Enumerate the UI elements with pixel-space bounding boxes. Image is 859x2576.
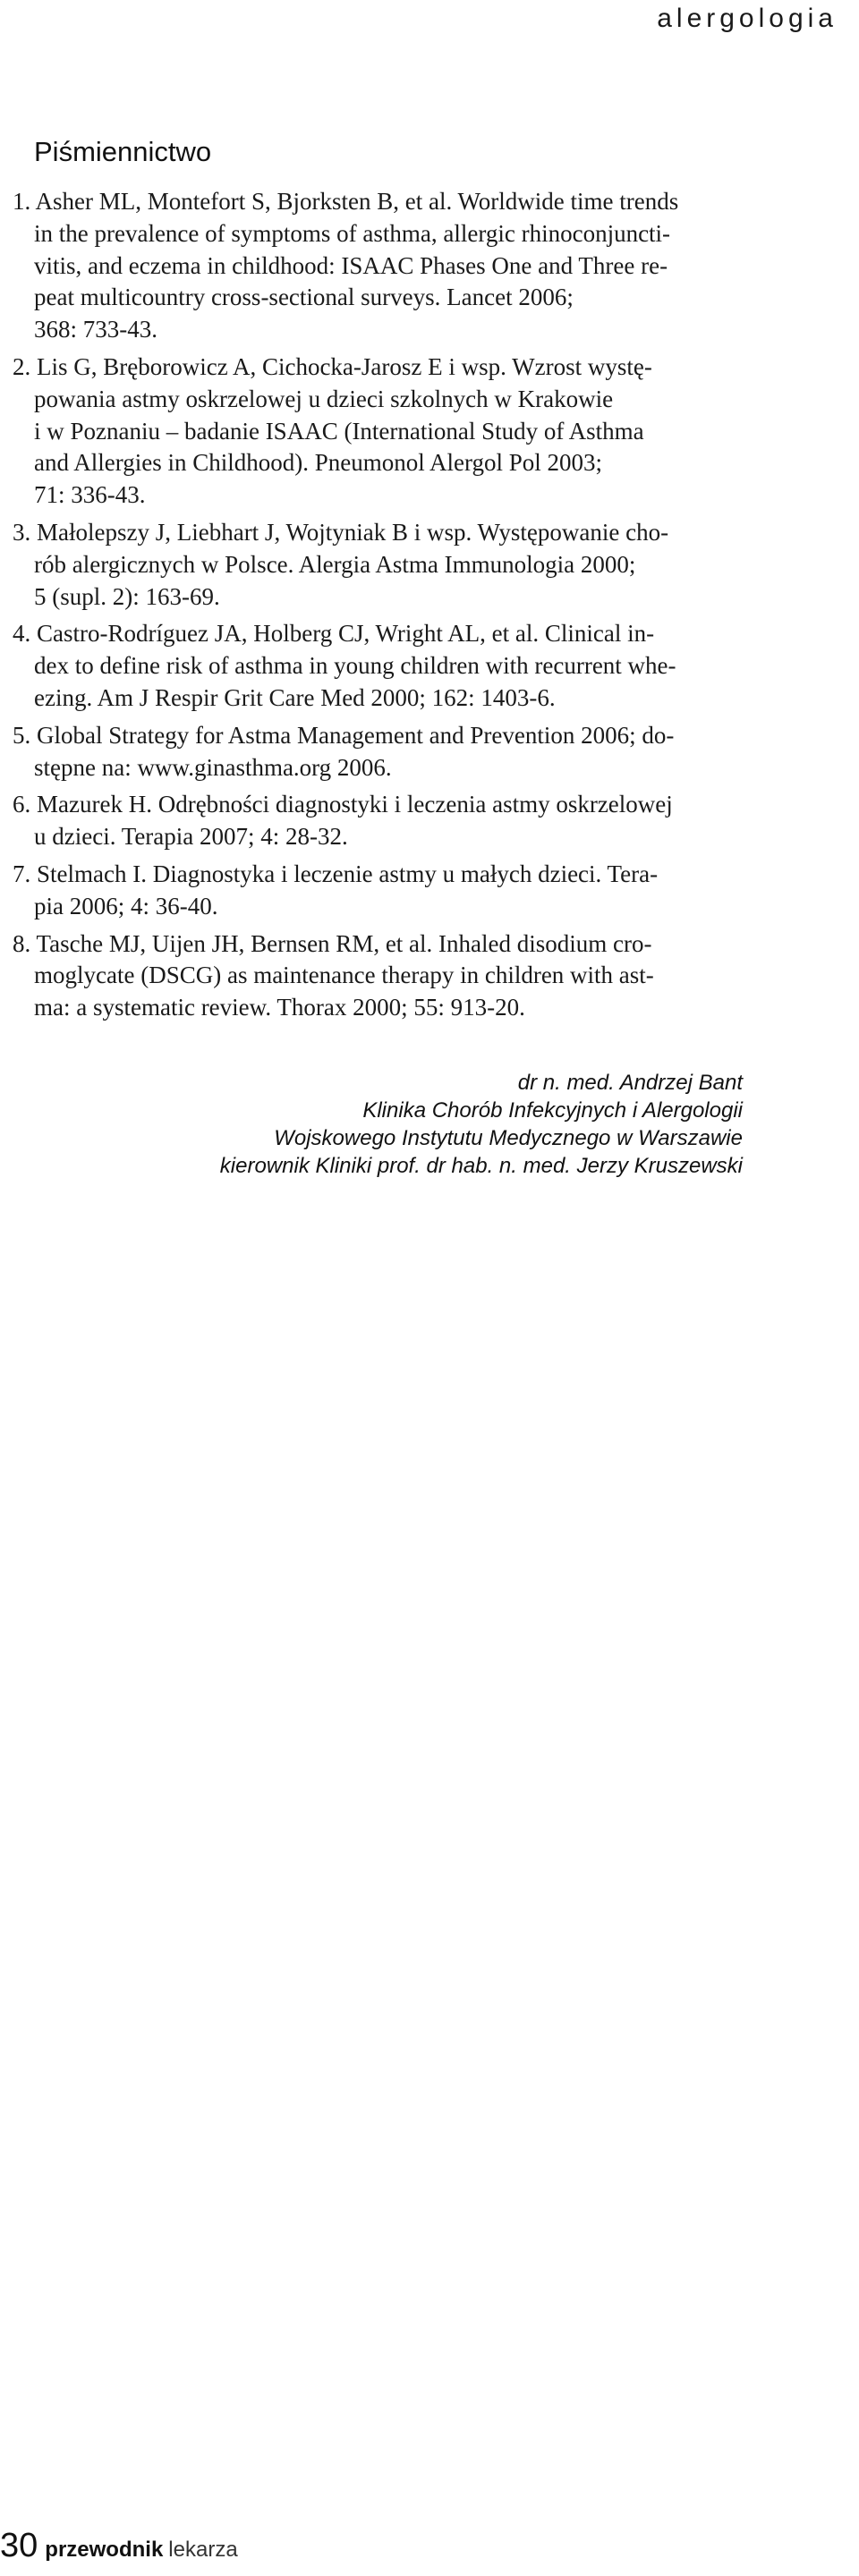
- reference-item: [13, 186, 744, 346]
- reference-line: pia 2006; 4: 36-40.: [34, 892, 218, 919]
- reference-line: in the prevalence of symptoms of asthma, allergic rhinoconjuncti-: [34, 219, 671, 247]
- page-number: 30: [0, 2527, 38, 2564]
- references-heading: Piśmiennictwo: [34, 136, 212, 167]
- reference-line: rób alergicznych w Polsce. Alergia Astma Immunologia 2000;: [34, 550, 636, 578]
- reference-line: 71: 336-43.: [34, 481, 146, 509]
- reference-line: vitis, and eczema in childhood: ISAAC Phases One and Three re-: [34, 251, 668, 279]
- reference-line: dex to define risk of asthma in young children with recurrent whe-: [34, 652, 676, 680]
- page-footer: [0, 2527, 238, 2565]
- clinic-head: kierownik Kliniki prof. dr hab. n. med. Jerzy Kruszewski: [219, 1154, 743, 1178]
- reference-line: 368: 733-43.: [34, 316, 157, 343]
- reference-item: [13, 859, 744, 923]
- reference-line: stępne na: www.ginasthma.org 2006.: [34, 753, 392, 781]
- reference-line: powania astmy oskrzelowej u dzieci szkolnych w Krakowie: [34, 385, 614, 412]
- reference-line: 6. Mazurek H. Odrębności diagnostyki i leczenia astmy oskrzelowej: [13, 791, 673, 818]
- reference-item: [13, 352, 744, 512]
- reference-line: 1. Asher ML, Montefort S, Bjorksten B, et al. Worldwide time trends: [13, 188, 679, 215]
- reference-line: and Allergies in Childhood). Pneumonol Alergol Pol 2003;: [34, 449, 603, 477]
- reference-item: [13, 618, 744, 714]
- reference-line: 8. Tasche MJ, Uijen JH, Bernsen RM, et al. Inhaled disodium cro-: [13, 929, 652, 957]
- reference-item: [13, 789, 744, 853]
- reference-line: ma: a systematic review. Thorax 2000; 55: 913-20.: [34, 994, 525, 1021]
- reference-line: ezing. Am J Respir Grit Care Med 2000; 162: 1403-6.: [34, 683, 556, 711]
- author-institute: Wojskowego Instytutu Medycznego w Warszawie: [274, 1126, 743, 1150]
- reference-item: [13, 517, 744, 613]
- reference-line: 2. Lis G, Bręborowicz A, Cichocka-Jarosz E i wsp. Wzrost wystę-: [13, 352, 652, 380]
- reference-list: [13, 186, 744, 1030]
- reference-item: [13, 720, 744, 784]
- reference-line: peat multicountry cross-sectional surveys. Lancet 2006;: [34, 284, 574, 311]
- author-clinic: Klinika Chorób Infekcyjnych i Alergologii: [362, 1098, 743, 1123]
- reference-line: 4. Castro-Rodríguez JA, Holberg CJ, Wright AL, et al. Clinical in-: [13, 620, 655, 648]
- journal-name-light: lekarza: [168, 2538, 238, 2562]
- reference-line: 3. Małolepszy J, Liebhart J, Wojtyniak B i wsp. Występowanie cho-: [13, 518, 669, 546]
- reference-line: u dzieci. Terapia 2007; 4: 28-32.: [34, 823, 348, 851]
- reference-line: 7. Stelmach I. Diagnostyka i leczenie astmy u małych dzieci. Tera-: [13, 860, 659, 887]
- author-signature: [116, 1069, 743, 1180]
- reference-item: [13, 928, 744, 1024]
- journal-name-bold: przewodnik: [45, 2538, 164, 2562]
- section-tag: alergologia: [657, 4, 838, 33]
- reference-line: 5 (supl. 2): 163-69.: [34, 582, 220, 610]
- author-name: dr n. med. Andrzej Bant: [517, 1071, 743, 1095]
- reference-line: 5. Global Strategy for Astma Management and Prevention 2006; do-: [13, 721, 675, 749]
- reference-line: i w Poznaniu – badanie ISAAC (International Study of Asthma: [34, 417, 644, 445]
- reference-line: moglycate (DSCG) as maintenance therapy in children with ast-: [34, 962, 654, 989]
